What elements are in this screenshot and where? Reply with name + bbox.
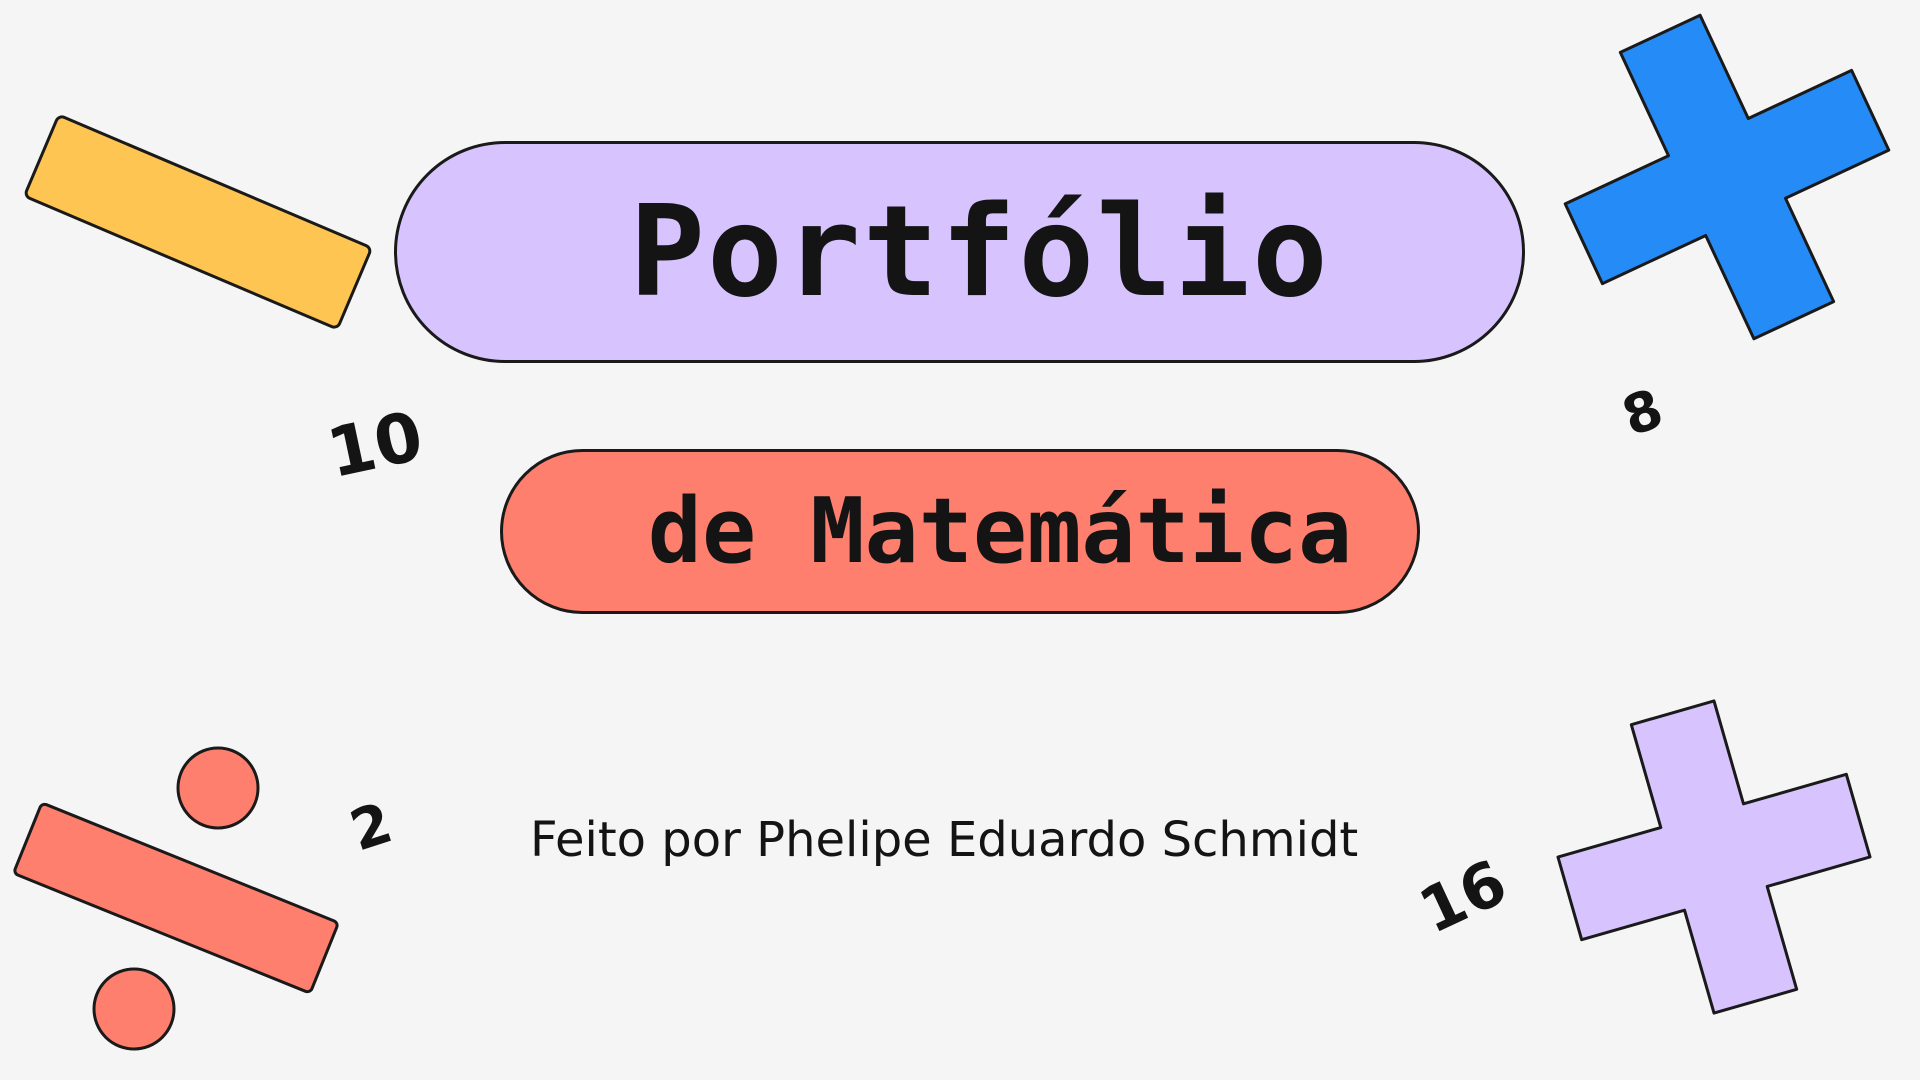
slide-title: Portfólio	[629, 178, 1330, 325]
division-icon	[13, 748, 338, 1049]
division-dot-bottom	[94, 969, 174, 1049]
division-bar	[13, 803, 338, 993]
number-two: 2	[342, 790, 400, 865]
title-pill	[394, 141, 1525, 363]
division-dot-top	[178, 748, 258, 828]
multiply-icon	[1517, 0, 1920, 387]
number-eight: 8	[1614, 376, 1672, 449]
plus-icon	[1528, 671, 1899, 1042]
number-sixteen: 16	[1408, 845, 1518, 948]
number-ten: 10	[320, 397, 430, 494]
minus-icon	[24, 115, 371, 329]
subtitle-pill	[500, 449, 1420, 614]
slide-subtitle: de Matemática	[647, 478, 1353, 584]
author-credit: Feito por Phelipe Eduardo Schmidt	[530, 812, 1359, 868]
